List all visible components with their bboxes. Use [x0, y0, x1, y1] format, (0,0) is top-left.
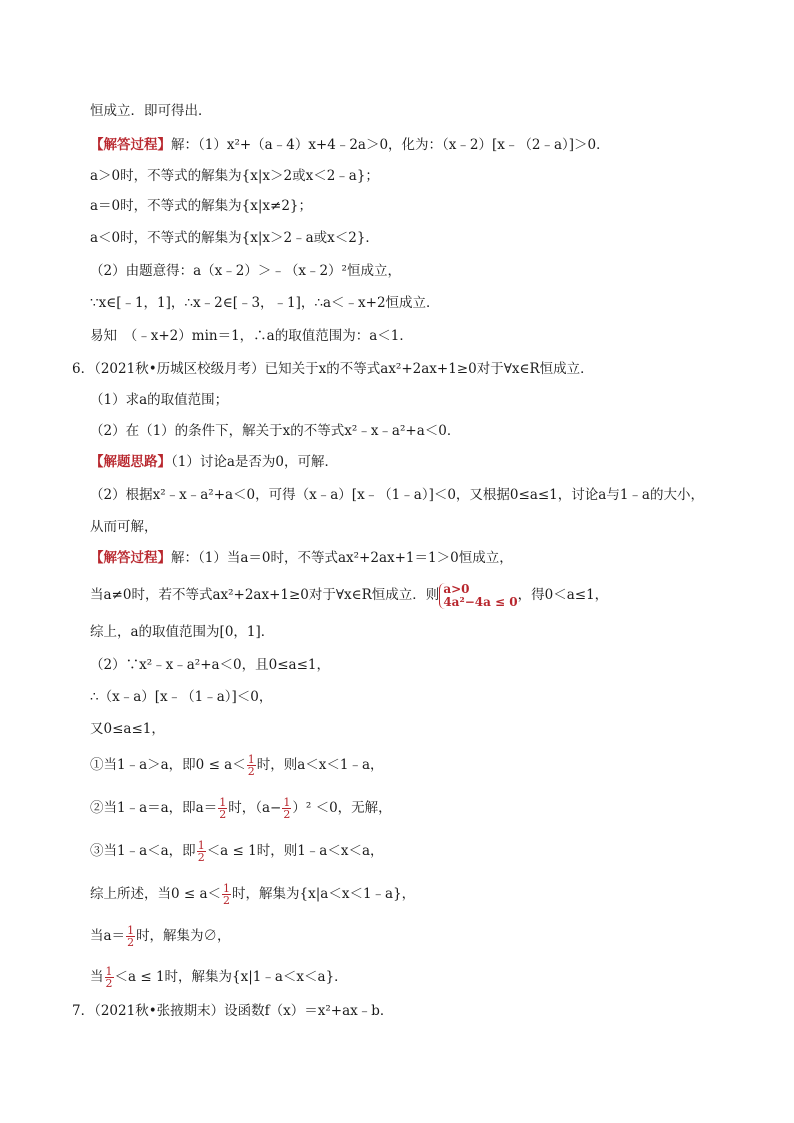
text-line: （2）由题意得：a（x﹣2）＞﹣（x﹣2）²恒成立， [90, 263, 401, 279]
text-line: （2）根据x²﹣x﹣a²+a＜0，可得（x﹣a）[x﹣（1﹣a）]＜0，又根据0≤a≤1，讨论a与1﹣a的大小， [90, 487, 704, 503]
text-segment: 时，（a− [228, 800, 282, 816]
text-segment: ②当1﹣a＝a，即a＝ [90, 800, 218, 816]
question-7: 7．（2021秋•张掖期末）设函数f（x）＝x²+ax﹣b． [72, 1003, 394, 1019]
text-segment: 综上所述，当0 ≤ a＜ [90, 886, 222, 902]
solution-text: 解：（1）当a＝0时，不等式ax²+2ax+1＝1＞0恒成立， [171, 550, 513, 566]
fraction-denominator: 2 [197, 851, 205, 864]
text-segment: 时，解集为∅， [136, 928, 231, 944]
text-line: （2）在（1）的条件下，解关于x的不等式x²﹣x﹣a²+a＜0． [90, 423, 461, 439]
summary-2 [90, 921, 231, 951]
hint-text: （1）讨论a是否为0，可解． [171, 454, 338, 470]
summary-1 [90, 879, 415, 909]
text-line: 从而可解， [90, 519, 158, 535]
fraction-numerator: 1 [223, 882, 231, 895]
question-6: 6．（2021秋•历城区校级月考）已知关于x的不等式ax²+2ax+1≥0对于∀x∈R恒成立． [72, 361, 594, 377]
fraction-denominator: 2 [105, 977, 113, 990]
text-segment: 当a≠0时，若不等式ax²+2ax+1≥0对于∀x∈R恒成立．则 [90, 587, 440, 603]
text-line: ∵x∈[﹣1，1]，∴x﹣2∈[﹣3，﹣1]，∴a＜﹣x+2恒成立． [90, 295, 440, 311]
fraction [218, 797, 227, 820]
fraction-numerator: 1 [219, 796, 227, 809]
text-line [90, 135, 610, 155]
section-tag: 【解题思路】 [90, 454, 171, 470]
fraction [197, 840, 206, 863]
text-segment: ＜a ≤ 1时，则1﹣a＜x＜a， [206, 843, 384, 859]
text-segment: 当a＝ [90, 928, 126, 944]
text-line [90, 548, 513, 568]
fraction-numerator: 1 [247, 753, 255, 766]
fraction [282, 797, 291, 820]
text-line: ∴（x﹣a）[x﹣（1﹣a）]＜0， [90, 689, 273, 705]
text-line [90, 580, 608, 610]
fraction-numerator: 1 [197, 839, 205, 852]
fraction-denominator: 2 [127, 936, 135, 949]
fraction-denominator: 2 [247, 765, 255, 778]
text-segment: 当 [90, 969, 104, 985]
text-segment: ③当1﹣a＜a，即 [90, 843, 196, 859]
fraction [105, 966, 114, 989]
system-row: 4a²−4a ≤ 0 [443, 594, 518, 609]
text-segment: 时，则a＜x＜1﹣a， [256, 757, 384, 773]
section-tag: 【解答过程】 [90, 550, 171, 566]
fraction [247, 754, 256, 777]
fraction-denominator: 2 [219, 808, 227, 821]
solution-text: 解：（1）x²+（a﹣4）x+4﹣2a＞0，化为：（x﹣2）[x﹣（2﹣a）]＞0． [171, 137, 610, 153]
case-1 [90, 750, 384, 780]
summary-3 [90, 962, 348, 992]
text-segment: ＜a ≤ 1时，解集为{x|1﹣a＜x＜a}． [114, 969, 348, 985]
fraction-numerator: 1 [105, 965, 113, 978]
text-segment: ，得0＜a≤1， [517, 587, 609, 603]
fraction-denominator: 2 [283, 808, 291, 821]
text-line: a＞0时，不等式的解集为{x|x＞2或x＜2﹣a}； [90, 168, 379, 184]
fraction-denominator: 2 [223, 894, 231, 907]
text-line: （1）求a的取值范围； [90, 392, 229, 408]
text-line: 又0≤a≤1， [90, 721, 165, 737]
text-line [90, 452, 338, 472]
system-row: a>0 [443, 581, 470, 596]
text-line: （2）∵x²﹣x﹣a²+a＜0，且0≤a≤1， [90, 657, 330, 673]
case-3 [90, 836, 384, 866]
section-tag: 【解答过程】 [90, 137, 171, 153]
text-line: a＝0时，不等式的解集为{x|x≠2}； [90, 198, 312, 214]
text-line: 恒成立．即可得出． [90, 103, 212, 119]
inequality-system [439, 583, 517, 609]
text-segment: ）² ＜0，无解， [292, 800, 392, 816]
text-segment: ①当1﹣a＞a，即0 ≤ a＜ [90, 757, 246, 773]
text-line: a＜0时，不等式的解集为{x|x＞2﹣a或x＜2}． [90, 230, 379, 246]
fraction-numerator: 1 [127, 924, 135, 937]
fraction [126, 925, 135, 948]
text-segment: 时，解集为{x|a＜x＜1﹣a}， [232, 886, 416, 902]
case-2 [90, 793, 392, 823]
text-line: 易知 （﹣x+2）min＝1，∴a的取值范围为：a＜1． [90, 328, 413, 344]
fraction [222, 883, 231, 906]
fraction-numerator: 1 [283, 796, 291, 809]
text-line: 综上，a的取值范围为[0，1]． [90, 624, 275, 640]
